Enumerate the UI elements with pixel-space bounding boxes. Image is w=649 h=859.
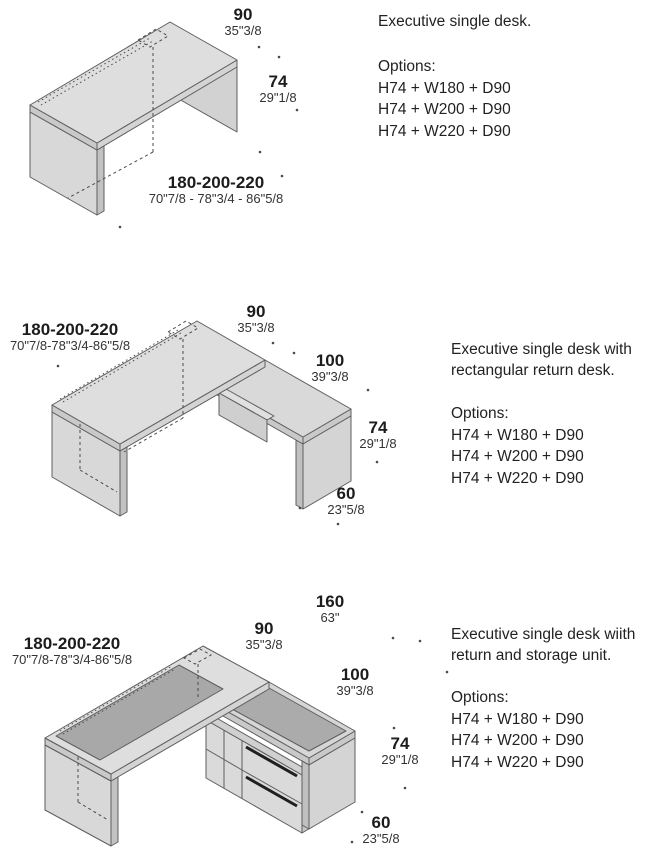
- options-label: Options:: [451, 689, 509, 706]
- dim-height-label: 74 29"1/8: [259, 72, 297, 105]
- options-label: Options:: [451, 405, 509, 422]
- return-leg-edge: [296, 440, 303, 509]
- option-line: H74 + W180 + D90: [451, 710, 584, 728]
- dim-height-label: 74 29"1/8: [381, 734, 419, 767]
- dim-depth-label: 90 35"3/8: [237, 302, 275, 335]
- options-list: [451, 403, 584, 489]
- left-leg-edge: [120, 447, 127, 516]
- return-leg-edge: [302, 761, 309, 829]
- option-line: H74 + W180 + D90: [451, 426, 584, 444]
- options-list: [451, 687, 584, 773]
- dim-depth-label: 90 35"3/8: [245, 619, 283, 652]
- left-leg-edge: [111, 777, 118, 846]
- option-line: H74 + W200 + D90: [451, 732, 584, 750]
- dim-width-label: 180-200-220 70"7/8-78"3/4-86"5/8: [9, 320, 131, 353]
- dim-width-label: 180-200-220 70"7/8 - 78"3/4 - 86"5/8: [148, 173, 284, 206]
- dim-depth-label: 90 35"3/8: [224, 5, 262, 38]
- options-list: [378, 56, 511, 142]
- dim-return-length-label: 100 39"3/8: [311, 351, 349, 384]
- left-leg-edge: [97, 146, 104, 215]
- dim-return-length-label: 100 39"3/8: [336, 665, 374, 698]
- option-line: H74 + W180 + D90: [378, 79, 511, 97]
- dim-return-depth-label: 60 23"5/8: [327, 484, 365, 517]
- section-title: Executive single desk with rectangular return desk.: [451, 341, 632, 379]
- option-line: H74 + W220 + D90: [451, 753, 584, 771]
- section-title: Executive single desk wiith return and storage unit.: [451, 626, 636, 664]
- dim-height-label: 74 29"1/8: [359, 418, 397, 451]
- option-line: H74 + W220 + D90: [378, 122, 511, 140]
- section-title: Executive single desk.: [378, 13, 532, 30]
- option-line: H74 + W200 + D90: [378, 101, 511, 119]
- dim-width-label: 180-200-220 70"7/8-78"3/4-86"5/8: [11, 634, 133, 667]
- dim-return-depth-label: 60 23"5/8: [362, 813, 400, 846]
- option-line: H74 + W220 + D90: [451, 469, 584, 487]
- options-label: Options:: [378, 58, 436, 75]
- option-line: H74 + W200 + D90: [451, 448, 584, 466]
- dim-storage-length-label: 160 63": [315, 592, 345, 625]
